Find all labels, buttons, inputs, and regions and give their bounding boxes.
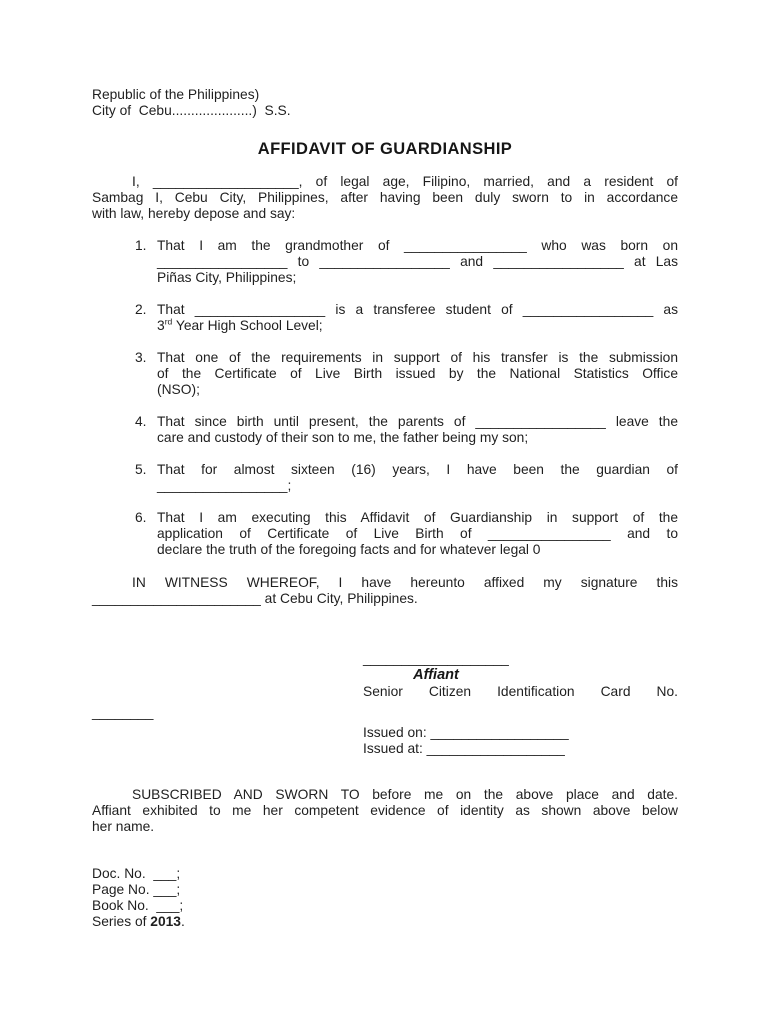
document-title: AFFIDAVIT OF GUARDIANSHIP — [257, 140, 513, 158]
senior-citizen-id-caption: Senior Citizen Identification Card No. — [363, 684, 678, 699]
document-header — [92, 87, 678, 119]
item-line: That for almost sixteen (16) years, I have been the guardian of — [157, 462, 678, 477]
header-republic-line: Republic of the Philippines) — [92, 87, 260, 102]
item-text — [157, 414, 678, 446]
series-period: . — [180, 914, 185, 929]
item-line: care and custody of their son to me, the father being my son; — [157, 430, 529, 445]
item-line-text: Year High School Level; — [172, 318, 323, 333]
affidavit-item-6 — [92, 510, 678, 558]
notary-details — [92, 866, 678, 930]
item-text — [157, 350, 678, 398]
item-line: of the Certificate of Live Birth issued by the National Statistics Office — [157, 366, 678, 381]
ordinal-superscript: rd — [164, 316, 173, 327]
item-line: That _________________ is a transferee student of _________________ as — [157, 302, 678, 317]
id-number-blank: ________ — [92, 705, 154, 720]
jurat-paragraph — [92, 787, 678, 835]
page-no-line: Page No. ___; — [92, 882, 181, 897]
intro-line: Sambag I, Cebu City, Philippines, after having been duly sworn to in accordance — [92, 190, 678, 205]
item-number: 3. — [135, 350, 147, 365]
header-city-line: City of Cebu.....................) S.S. — [92, 103, 291, 118]
series-line — [92, 914, 678, 930]
signature-block — [92, 651, 678, 757]
witness-clause — [92, 575, 678, 607]
item-line: That I am the grandmother of ________________ who was born on — [157, 238, 678, 253]
item-line: That since birth until present, the parents of _________________ leave the — [157, 414, 678, 429]
affidavit-item-5 — [92, 462, 678, 494]
item-line: Piñas City, Philippines; — [157, 270, 297, 285]
item-text — [157, 462, 678, 494]
witness-line: ______________________ at Cebu City, Philippines. — [92, 591, 418, 606]
item-number: 2. — [135, 302, 147, 317]
item-line: (NSO); — [157, 382, 200, 397]
item-line — [157, 318, 678, 334]
item-line: _________________ to _________________ and _________________ at Las — [157, 254, 678, 269]
series-year: 2013 — [150, 914, 181, 929]
item-line: That I am executing this Affidavit of Guardianship in support of the — [157, 510, 678, 525]
affidavit-item-4 — [92, 414, 678, 446]
issued-on-line: Issued on: __________________ — [363, 725, 569, 740]
item-line: application of Certificate of Live Birth of ________________ and to — [157, 526, 678, 541]
item-number: 5. — [135, 462, 147, 477]
item-line: That one of the requirements in support of his transfer is the submission — [157, 350, 678, 365]
affiant-label: Affiant — [413, 667, 459, 683]
affidavit-item-1 — [92, 238, 678, 286]
witness-line: IN WITNESS WHEREOF, I have hereunto affixed my signature this — [132, 575, 678, 590]
issued-at-line: Issued at: __________________ — [363, 741, 565, 756]
signature-line: ___________________ — [363, 651, 509, 666]
intro-line: with law, hereby depose and say: — [92, 206, 296, 221]
item-number: 1. — [135, 238, 147, 253]
jurat-line: Affiant exhibited to me her competent evidence of identity as shown above below — [92, 803, 678, 818]
jurat-line: SUBSCRIBED AND SWORN TO before me on the above place and date. — [132, 787, 678, 802]
series-text: Series of — [92, 914, 151, 929]
jurat-line: her name. — [92, 819, 155, 834]
intro-paragraph — [92, 174, 678, 222]
item-number: 6. — [135, 510, 147, 525]
item-line-text: 3 — [157, 318, 165, 333]
item-text — [157, 302, 678, 334]
book-no-line: Book No. ___; — [92, 898, 184, 913]
item-number: 4. — [135, 414, 147, 429]
item-line: _________________; — [157, 478, 292, 493]
affidavit-item-2 — [92, 302, 678, 334]
intro-line: I, ___________________, of legal age, Filipino, married, and a resident of — [132, 174, 678, 189]
affidavit-item-3 — [92, 350, 678, 398]
doc-no-line: Doc. No. ___; — [92, 866, 181, 881]
item-text — [157, 510, 678, 558]
item-line: declare the truth of the foregoing facts and for whatever legal 0 — [157, 542, 541, 557]
item-text — [157, 238, 678, 286]
